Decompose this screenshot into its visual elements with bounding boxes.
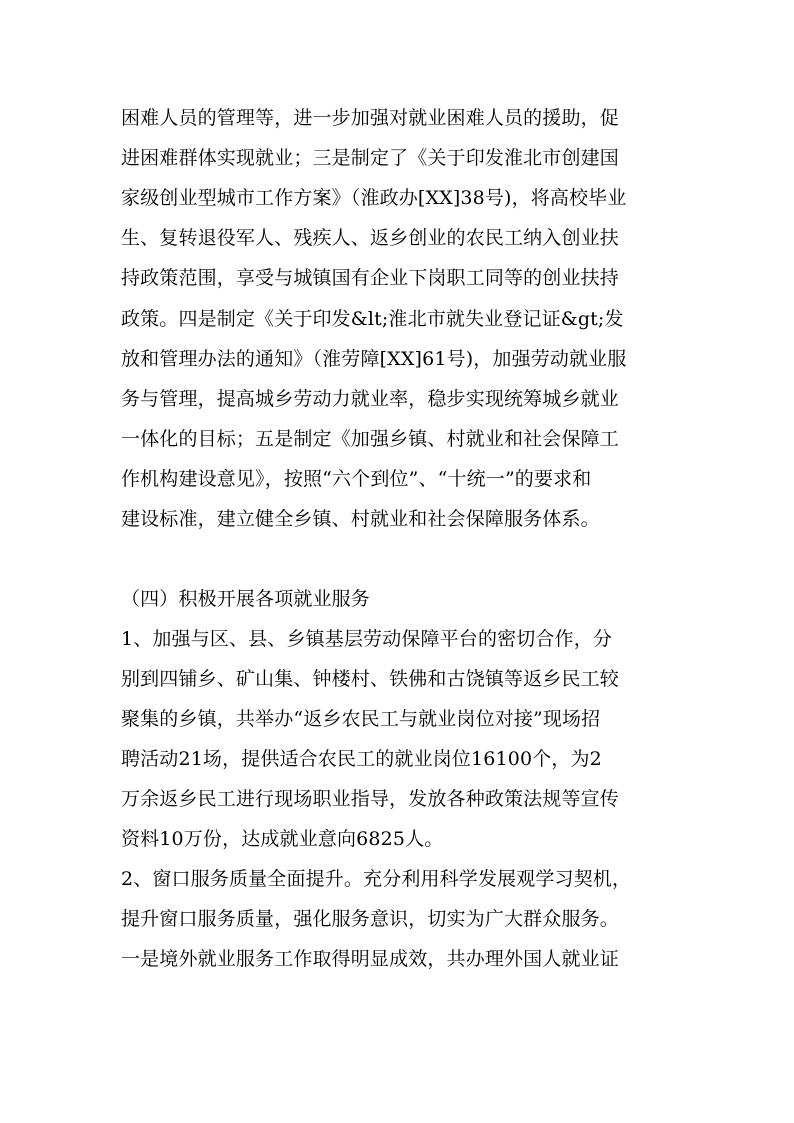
paragraph-line: 2、窗口服务质量全面提升。充分利用科学发展观学习契机， (121, 868, 632, 890)
paragraph-line: 一是境外就业服务工作取得明显成效，共办理外国人就业证 (121, 948, 619, 970)
paragraph-line: 作机构建设意见》，按照“六个到位”、“十统一”的要求和 (121, 468, 592, 490)
paragraph-line: 困难人员的管理等，进一步加强对就业困难人员的援助，促 (121, 107, 619, 129)
paragraph-line: 放和管理办法的通知》（淮劳障[XX]61号)，加强劳动就业服 (121, 348, 627, 370)
paragraph-line: 建设标准，建立健全乡镇、村就业和社会保障服务体系。 (121, 508, 600, 530)
paragraph-line: 1、加强与区、县、乡镇基层劳动保障平台的密切合作，分 (121, 628, 612, 650)
paragraph-line: 提升窗口服务质量，强化服务意识，切实为广大群众服务。 (121, 908, 619, 930)
paragraph-line: 生、复转退役军人、残疾人、返乡创业的农民工纳入创业扶 (121, 227, 619, 249)
paragraph-line: 务与管理，提高城乡劳动力就业率，稳步实现统筹城乡就业 (121, 388, 619, 410)
paragraph-line: 聚集的乡镇，共举办“返乡农民工与就业岗位对接”现场招 (121, 708, 601, 730)
paragraph-line: 进困难群体实现就业；三是制定了《关于印发淮北市创建国 (121, 147, 619, 169)
paragraph-line: 资料10万份，达成就业意向6825人。 (121, 828, 444, 850)
paragraph-line: 一体化的目标；五是制定《加强乡镇、村就业和社会保障工 (121, 428, 619, 450)
paragraph-line: 聘活动21场，提供适合农民工的就业岗位16100个，为2 (121, 748, 602, 770)
paragraph-line: 万余返乡民工进行现场职业指导，发放各种政策法规等宣传 (121, 788, 619, 810)
paragraph-line: 别到四铺乡、矿山集、钟楼村、铁佛和古饶镇等返乡民工较 (121, 668, 619, 690)
section-heading: （四）积极开展各项就业服务 (121, 588, 370, 610)
paragraph-line: 政策。四是制定《关于印发&lt;淮北市就失业登记证&gt;发 (121, 308, 624, 330)
paragraph-line: 家级创业型城市工作方案》（淮政办[XX]38号)，将高校毕业 (121, 187, 627, 209)
paragraph-line: 持政策范围，享受与城镇国有企业下岗职工同等的创业扶持 (121, 267, 619, 289)
